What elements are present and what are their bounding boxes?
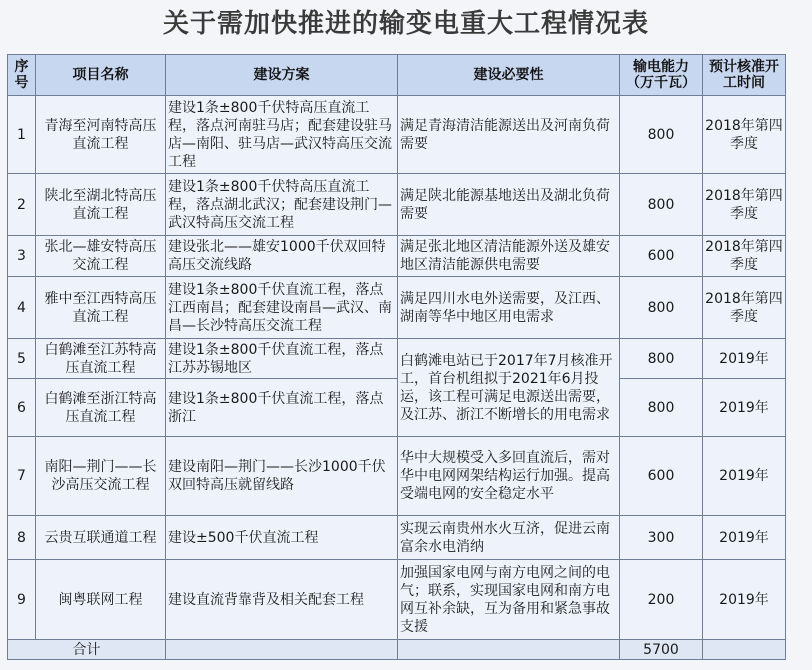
cell-capacity: 800 xyxy=(620,96,703,174)
cell-time: 2019年 xyxy=(703,339,786,379)
header-no: 序号 xyxy=(8,55,36,96)
cell-capacity: 800 xyxy=(620,379,703,437)
cell-plan: 建设1条±800千伏特高压直流工程，落点河南驻马店；配套建设驻马店—南阳、驻马店—武汉特高压交流工程 xyxy=(166,96,398,174)
cell-no: 9 xyxy=(8,560,36,640)
cell-capacity: 600 xyxy=(620,236,703,277)
cell-plan: 建设南阳—荆门——长沙1000千伏双回特高压就留线路 xyxy=(166,437,398,516)
cell-name: 闽粤联网工程 xyxy=(36,560,166,640)
header-time: 预计核准开工时间 xyxy=(703,55,786,96)
total-label: 合计 xyxy=(8,640,166,660)
cell-name: 云贵互联通道工程 xyxy=(36,516,166,560)
cell-time: 2019年 xyxy=(703,379,786,437)
cell-name: 雅中至江西特高压直流工程 xyxy=(36,277,166,339)
cell-plan: 建设1条±800千伏直流工程，落点浙江 xyxy=(166,379,398,437)
cell-name: 南阳—荆门——长沙高压交流工程 xyxy=(36,437,166,516)
cell-need: 满足青海清洁能源送出及河南负荷需要 xyxy=(398,96,620,174)
cell-capacity: 200 xyxy=(620,560,703,640)
cell-need-merged: 白鹤滩电站已于2017年7月核准开工，首台机组拟于2021年6月投运，该工程可满足电源送出需要，及江苏、浙江不断增长的用电需求 xyxy=(398,339,620,437)
cell-name: 白鹤滩至浙江特高压直流工程 xyxy=(36,379,166,437)
cell-capacity: 800 xyxy=(620,174,703,236)
total-empty-time xyxy=(703,640,786,660)
cell-no: 6 xyxy=(8,379,36,437)
cell-need: 加强国家电网与南方电网之间的电气；联系，实现国家电网和南方电网互补余缺，互为备用和紧急事故支援 xyxy=(398,560,620,640)
header-name: 项目名称 xyxy=(36,55,166,96)
table-row xyxy=(8,560,786,640)
cell-no: 5 xyxy=(8,339,36,379)
cell-need: 满足陕北能源基地送出及湖北负荷需要 xyxy=(398,174,620,236)
total-capacity: 5700 xyxy=(620,640,703,660)
header-plan: 建设方案 xyxy=(166,55,398,96)
cell-plan: 建设1条±800千伏直流工程，落点江西南昌；配套建设南昌—武汉、南昌—长沙特高压交流工程 xyxy=(166,277,398,339)
cell-no: 8 xyxy=(8,516,36,560)
cell-plan: 建设直流背靠背及相关配套工程 xyxy=(166,560,398,640)
cell-capacity: 800 xyxy=(620,339,703,379)
total-empty-plan xyxy=(166,640,398,660)
cell-capacity: 800 xyxy=(620,277,703,339)
table-row xyxy=(8,379,786,437)
cell-time: 2018年第四季度 xyxy=(703,236,786,277)
cell-no: 2 xyxy=(8,174,36,236)
total-empty-need xyxy=(398,640,620,660)
table-row xyxy=(8,437,786,516)
header-need: 建设必要性 xyxy=(398,55,620,96)
cell-time: 2019年 xyxy=(703,437,786,516)
header-capacity: 输电能力（万千瓦） xyxy=(620,55,703,96)
cell-name: 青海至河南特高压直流工程 xyxy=(36,96,166,174)
cell-time: 2019年 xyxy=(703,516,786,560)
cell-time: 2018年第四季度 xyxy=(703,96,786,174)
cell-need: 满足张北地区清洁能源外送及雄安地区清洁能源供电需要 xyxy=(398,236,620,277)
cell-plan: 建设张北——雄安1000千伏双回特高压交流线路 xyxy=(166,236,398,277)
table-row xyxy=(8,236,786,277)
table-row xyxy=(8,339,786,379)
cell-time: 2018年第四季度 xyxy=(703,277,786,339)
cell-no: 3 xyxy=(8,236,36,277)
cell-no: 7 xyxy=(8,437,36,516)
cell-no: 4 xyxy=(8,277,36,339)
projects-table xyxy=(7,54,786,660)
cell-name: 陕北至湖北特高压直流工程 xyxy=(36,174,166,236)
cell-need: 华中大规模受入多回直流后，需对华中电网网架结构运行加强。提高受端电网的安全稳定水平 xyxy=(398,437,620,516)
table-header-row xyxy=(8,55,786,96)
cell-name: 白鹤滩至江苏特高压直流工程 xyxy=(36,339,166,379)
table-row xyxy=(8,516,786,560)
cell-no: 1 xyxy=(8,96,36,174)
cell-capacity: 600 xyxy=(620,437,703,516)
page-title: 关于需加快推进的输变电重大工程情况表 xyxy=(162,9,649,39)
table-row xyxy=(8,96,786,174)
cell-plan: 建设1条±800千伏直流工程，落点江苏苏锡地区 xyxy=(166,339,398,379)
cell-need: 实现云南贵州水火互济，促进云南富余水电消纳 xyxy=(398,516,620,560)
cell-name: 张北—雄安特高压交流工程 xyxy=(36,236,166,277)
cell-need: 满足四川水电外送需要，及江西、湖南等华中地区用电需求 xyxy=(398,277,620,339)
table-row xyxy=(8,277,786,339)
cell-plan: 建设±500千伏直流工程 xyxy=(166,516,398,560)
cell-time: 2019年 xyxy=(703,560,786,640)
cell-capacity: 300 xyxy=(620,516,703,560)
cell-plan: 建设1条±800千伏特高压直流工程，落点湖北武汉；配套建设荆门—武汉特高压交流工程 xyxy=(166,174,398,236)
cell-time: 2018年第四季度 xyxy=(703,174,786,236)
table-row xyxy=(8,174,786,236)
total-row xyxy=(8,640,786,660)
